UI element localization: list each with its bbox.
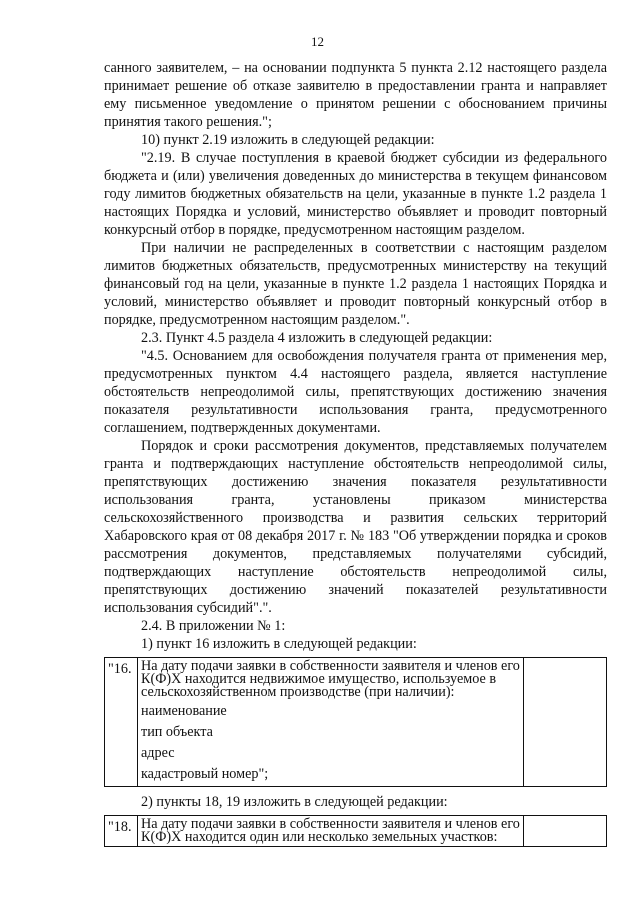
row-lead-text: На дату подачи заявки в собственности заявителя и членов его К(Ф)Х находится недвижимое имущество, используемое в сельскохозяйственном производстве (при наличии): — [141, 658, 520, 700]
document-body — [104, 59, 607, 847]
table-item: тип объекта — [141, 724, 213, 740]
paragraph: 10) пункт 2.19 изложить в следующей редакции: — [141, 132, 435, 148]
paragraph-group — [104, 59, 607, 653]
table-item: наименование — [141, 703, 227, 719]
table-item: кадастровый номер"; — [141, 766, 269, 782]
paragraph: санного заявителем, – на основании подпункта 5 пункта 2.12 настоящего раздела принимает решение об отказе заявителю в предоставлении гранта и направляет ему письменное уведомление о принятом решении с обоснованием причины принятия такого решения."; — [104, 60, 607, 130]
row-number: "18. — [105, 816, 138, 847]
empty-cell — [524, 816, 607, 847]
paragraph: "2.19. В случае поступления в краевой бюджет субсидии из федерального бюджета и (или) увеличения доведенных до министерства в текущем финансовом году лимитов бюджетных обязательств на цели, указанные в пункте 1.2 раздела 1 настоящих Порядка и условий, министерство объявляет и проводит повторный конкурсный отбор в порядке, предусмотренном настоящим разделом. — [104, 150, 607, 238]
paragraph: 1) пункт 16 изложить в следующей редакции: — [141, 636, 417, 652]
table-item: адрес — [141, 745, 175, 761]
table-point-16 — [104, 657, 607, 787]
page-number: 12 — [311, 34, 324, 49]
row-content — [138, 658, 524, 787]
empty-cell — [524, 658, 607, 787]
table-row — [105, 658, 607, 787]
paragraph: "4.5. Основанием для освобождения получателя гранта от применения мер, предусмотренных пунктом 4.4 настоящего раздела, является наступление обстоятельств непреодолимой силы, препятствующих достижению значения показателя результативности использования гранта, предусмотренного соглашением, подтвержденных документами. — [104, 348, 607, 436]
table-row — [105, 816, 607, 847]
row-items — [141, 701, 520, 784]
paragraph: 2.4. В приложении № 1: — [141, 618, 286, 634]
paragraph: При наличии не распределенных в соответствии с настоящим разделом лимитов бюджетных обязательств, предусмотренных министерству на текущий финансовый год на цели, указанные в пункте 1.2 раздела 1 настоящих Порядка и условий, министерство объявляет и проводит повторный конкурсный отбор в порядке, предусмотренном настоящим разделом.". — [104, 240, 607, 328]
paragraph: Порядок и сроки рассмотрения документов, представляемых получателем гранта и подтверждающих наступление обстоятельств непреодолимой силы, препятствующих достижению значения показателя результативности использования гранта, установлены приказом министерства сельскохозяйственного производства и развития сельских территорий Хабаровского края от 08 декабря 2017 г. № 183 "Об утверждении порядка и сроков рассмотрения документов, представляемых получателями субсидий, подтверждающих наступление обстоятельств непреодолимой силы, препятствующих достижению значений показателей результативности использования субсидий".". — [104, 438, 607, 616]
table-point-18 — [104, 815, 607, 847]
paragraph: 2) пункты 18, 19 изложить в следующей редакции: — [141, 794, 448, 810]
row-content: На дату подачи заявки в собственности заявителя и членов его К(Ф)Х находится один или несколько земельных участков: — [138, 816, 524, 847]
paragraph: 2.3. Пункт 4.5 раздела 4 изложить в следующей редакции: — [141, 330, 493, 346]
row-number: "16. — [105, 658, 138, 787]
